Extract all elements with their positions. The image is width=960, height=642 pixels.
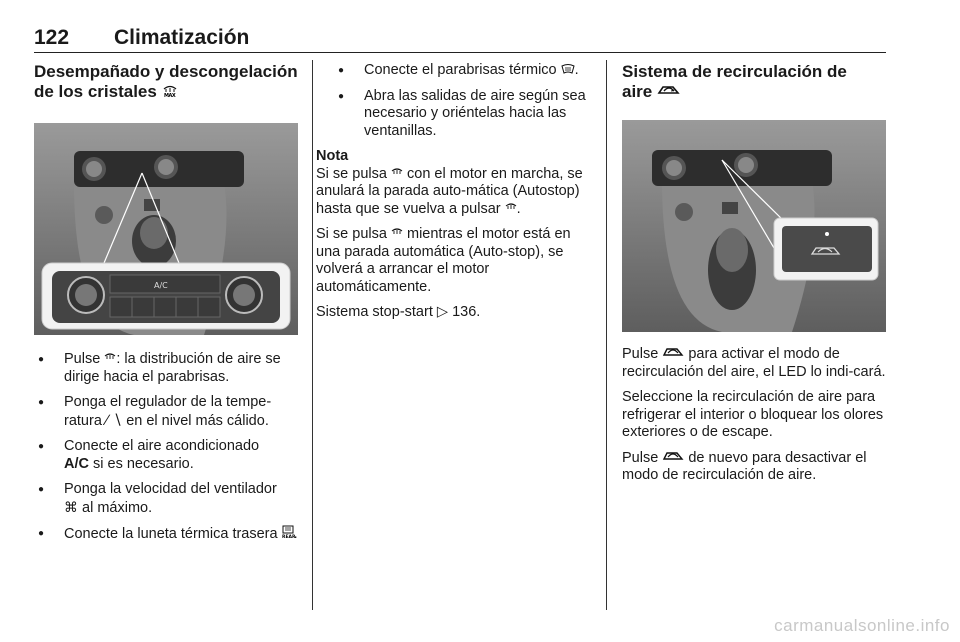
temperature-dial-icon: ∕ ∖ (105, 411, 123, 429)
recirculation-button-figure (622, 120, 886, 332)
windscreen-heating-icon (561, 64, 575, 74)
list-item: ● Conecte la luneta térmica trasera REAR . (34, 525, 300, 544)
svg-text:REAR: REAR (281, 535, 296, 540)
list-item: ● Pulse : la distribución de aire se dirige hacia el parabrisas. (34, 351, 300, 386)
defrost-steps-list-continued (334, 62, 596, 140)
list-item: ● Conecte el parabrisas térmico . (334, 62, 596, 80)
chapter-title: Climatización (114, 26, 250, 49)
defrost-max-icon (162, 89, 178, 100)
defrost-max-icon (391, 166, 403, 178)
list-item: ● Ponga el regulador de la tempe-ratura ∕ ∖ en el nivel más cálido. (34, 394, 300, 430)
defrost-max-icon (104, 351, 116, 363)
recirculation-paragraph: Seleccione la recirculación de aire para refrigerar el interior o bloquear los olores exteriores o de escape. (622, 389, 884, 440)
fan-icon: ⌘ (64, 498, 78, 515)
list-item: ● Ponga la velocidad del ventilador ⌘ al máximo. (34, 481, 300, 517)
defrost-max-icon (505, 201, 517, 213)
list-item: ● Abra las salidas de aire según sea necesario y oriéntelas hacia las ventanillas. (334, 88, 596, 141)
recirculation-icon (662, 450, 684, 462)
section-title-recirculation: Sistema de recirculación de aire (622, 62, 847, 101)
svg-text:MAX: MAX (163, 93, 175, 99)
watermark: carmanualsonline.info (774, 616, 950, 635)
recirculation-paragraph: Pulse de nuevo para desactivar el modo de recirculación de aire. (622, 449, 867, 483)
climate-control-panel-figure (34, 123, 298, 335)
page-header (34, 26, 886, 53)
column-divider (606, 60, 607, 610)
page-number: 122 (34, 26, 70, 49)
list-item: ● Conecte el aire acondicionado A/C si es necesario. (34, 438, 300, 473)
note-title: Nota (316, 148, 349, 164)
recirculation-paragraph: Pulse para activar el modo de recirculación del aire, el LED lo indi-cará. (622, 346, 886, 380)
rear-defrost-icon (282, 525, 294, 538)
defrost-max-icon (391, 226, 403, 238)
recirculation-text (622, 346, 886, 485)
note-paragraph: Si se pulsa con el motor en marcha, se anulará la parada auto-mática (Autostop) hasta que se vuelva a pulsar . (316, 165, 583, 217)
column-defrost (34, 62, 300, 552)
defrost-steps-list (34, 351, 300, 544)
note-block (316, 148, 596, 322)
recirculation-icon (662, 346, 684, 358)
cross-reference[interactable]: Sistema stop-start ▷ 136. (316, 304, 481, 320)
column-defrost-continued (316, 62, 596, 330)
column-recirculation (622, 62, 886, 493)
recirculation-icon (657, 83, 681, 97)
column-divider (312, 60, 313, 610)
note-paragraph: Si se pulsa mientras el motor está en una parada automática (Auto-stop), se volverá a arrancar el motor automáticamente. (316, 226, 571, 295)
svg-text:A/C: A/C (154, 281, 168, 290)
section-title-defrost: Desempañado y descongelación de los cristales MAX (34, 62, 298, 101)
arrow-icon: ▷ (436, 304, 449, 320)
